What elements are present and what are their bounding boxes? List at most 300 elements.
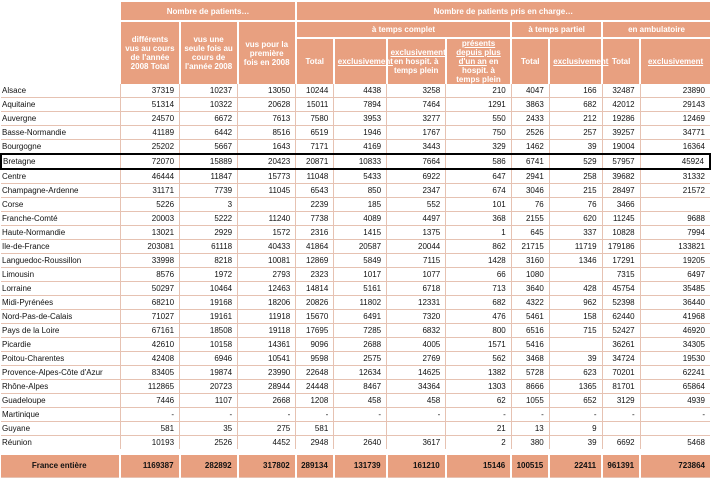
total-cell-tc-presents: 15146	[446, 452, 511, 478]
cell-tc-presents: 862	[446, 240, 511, 254]
cell-tc-presents: 1571	[446, 338, 511, 352]
cell-premiere-fois: 13050	[238, 84, 296, 98]
cell-tc-presents: 210	[446, 84, 511, 98]
cell-tc-excl-hospit: 6832	[387, 324, 446, 338]
cell-region: Aquitaine	[1, 98, 120, 112]
cell-tc-exclusivement: 850	[334, 184, 387, 198]
cell-amb-total: 6692	[602, 436, 640, 453]
cell-seule-fois: 1107	[180, 394, 238, 408]
cell-amb-total: 28497	[602, 184, 640, 198]
cell-tp-total: 1055	[511, 394, 549, 408]
header-col-premiere-fois: vus pour la première fois en 2008	[238, 21, 296, 84]
cell-amb-total: 39257	[602, 126, 640, 140]
cell-tc-exclusivement: 4089	[334, 212, 387, 226]
header-tp-total: Total	[511, 38, 549, 84]
cell-amb-exclusivement: 41968	[640, 310, 710, 324]
cell-premiere-fois: 2793	[238, 268, 296, 282]
cell-seule-fois: 10237	[180, 84, 238, 98]
table-row	[1, 394, 710, 408]
cell-region: Réunion	[1, 436, 120, 453]
cell-tp-total: 1462	[511, 140, 549, 155]
cell-tp-exclusivement: 620	[549, 212, 602, 226]
cell-differents: 112865	[120, 380, 179, 394]
cell-differents: -	[120, 408, 179, 422]
total-cell-tc-total: 289134	[296, 452, 334, 478]
cell-tc-presents: 674	[446, 184, 511, 198]
cell-differents: 41189	[120, 126, 179, 140]
cell-differents: 72070	[120, 154, 179, 169]
cell-tc-exclusivement: 1415	[334, 226, 387, 240]
cell-region: Picardie	[1, 338, 120, 352]
cell-tp-exclusivement: 428	[549, 282, 602, 296]
total-cell-amb-total: 961391	[602, 452, 640, 478]
cell-amb-exclusivement: 36440	[640, 296, 710, 310]
cell-differents: 25202	[120, 140, 179, 155]
cell-tc-excl-hospit: 6718	[387, 282, 446, 296]
table-row	[1, 184, 710, 198]
cell-seule-fois: 15889	[180, 154, 238, 169]
cell-tc-presents: 62	[446, 394, 511, 408]
cell-differents: 31171	[120, 184, 179, 198]
cell-region: Ile-de-France	[1, 240, 120, 254]
cell-amb-exclusivement: 5468	[640, 436, 710, 453]
cell-amb-total: 45754	[602, 282, 640, 296]
cell-premiere-fois: 4452	[238, 436, 296, 453]
cell-amb-exclusivement: 35485	[640, 282, 710, 296]
cell-amb-exclusivement: 31332	[640, 169, 710, 184]
cell-seule-fois: 2929	[180, 226, 238, 240]
cell-amb-total: 32487	[602, 84, 640, 98]
cell-tc-exclusivement: 11802	[334, 296, 387, 310]
cell-tc-presents: 586	[446, 154, 511, 169]
cell-amb-total: 36261	[602, 338, 640, 352]
cell-tc-total: 14814	[296, 282, 334, 296]
cell-differents: 581	[120, 422, 179, 436]
cell-tp-total: 4322	[511, 296, 549, 310]
cell-premiere-fois: 11240	[238, 212, 296, 226]
cell-amb-exclusivement: 34305	[640, 338, 710, 352]
cell-premiere-fois: 2668	[238, 394, 296, 408]
cell-amb-exclusivement: 65864	[640, 380, 710, 394]
cell-differents: 37319	[120, 84, 179, 98]
cell-tc-excl-hospit: 34364	[387, 380, 446, 394]
cell-amb-exclusivement: 4939	[640, 394, 710, 408]
cell-tc-exclusivement: 7285	[334, 324, 387, 338]
cell-amb-total: 39682	[602, 169, 640, 184]
table-row	[1, 366, 710, 380]
cell-premiere-fois: 1572	[238, 226, 296, 240]
cell-seule-fois: 6946	[180, 352, 238, 366]
header-tc-presents: présents depuis plus d'un an en hospit. à temps plein	[446, 38, 511, 84]
cell-tp-exclusivement: 39	[549, 436, 602, 453]
cell-tc-excl-hospit: 552	[387, 198, 446, 212]
cell-seule-fois: 10322	[180, 98, 238, 112]
cell-tp-total: 5461	[511, 310, 549, 324]
cell-region: Guadeloupe	[1, 394, 120, 408]
cell-region: Pays de la Loire	[1, 324, 120, 338]
cell-amb-exclusivement: -	[640, 408, 710, 422]
cell-premiere-fois: 10541	[238, 352, 296, 366]
total-cell-region: France entière	[1, 452, 120, 478]
cell-tp-total: 5728	[511, 366, 549, 380]
cell-tp-total: -	[511, 408, 549, 422]
cell-tc-exclusivement: 10833	[334, 154, 387, 169]
cell-tc-exclusivement: 8467	[334, 380, 387, 394]
cell-tc-exclusivement: 2688	[334, 338, 387, 352]
cell-tc-total: 7738	[296, 212, 334, 226]
cell-tc-total: 1208	[296, 394, 334, 408]
cell-tc-total: 15670	[296, 310, 334, 324]
header-tc-exclusivement: exclusivement	[334, 38, 387, 84]
table-row	[1, 212, 710, 226]
cell-tp-exclusivement: 1346	[549, 254, 602, 268]
cell-tp-total: 3160	[511, 254, 549, 268]
cell-tp-total: 5416	[511, 338, 549, 352]
cell-tc-total: 7580	[296, 112, 334, 126]
cell-tp-exclusivement: 39	[549, 140, 602, 155]
cell-tc-exclusivement: 2575	[334, 352, 387, 366]
header-tp-exclusivement: exclusivement	[549, 38, 602, 84]
table-row	[1, 268, 710, 282]
cell-tc-presents: 476	[446, 310, 511, 324]
cell-amb-total	[602, 422, 640, 436]
table-row	[1, 338, 710, 352]
cell-region: Rhône-Alpes	[1, 380, 120, 394]
cell-tc-exclusivement: 5161	[334, 282, 387, 296]
cell-tc-total: 9598	[296, 352, 334, 366]
cell-amb-exclusivement: 16364	[640, 140, 710, 155]
cell-tc-presents: 1428	[446, 254, 511, 268]
cell-tp-exclusivement: 215	[549, 184, 602, 198]
cell-differents: 20003	[120, 212, 179, 226]
cell-seule-fois: -	[180, 408, 238, 422]
cell-seule-fois: 6672	[180, 112, 238, 126]
cell-differents: 10193	[120, 436, 179, 453]
cell-amb-exclusivement: 6497	[640, 268, 710, 282]
cell-tc-excl-hospit: 12331	[387, 296, 446, 310]
cell-seule-fois: 61118	[180, 240, 238, 254]
cell-tp-exclusivement: 258	[549, 169, 602, 184]
cell-tp-total: 76	[511, 198, 549, 212]
cell-tc-excl-hospit: 3617	[387, 436, 446, 453]
cell-tc-excl-hospit: 2769	[387, 352, 446, 366]
cell-premiere-fois: -	[238, 408, 296, 422]
cell-seule-fois: 19874	[180, 366, 238, 380]
cell-amb-total: 19004	[602, 140, 640, 155]
cell-amb-total: 3466	[602, 198, 640, 212]
cell-tc-exclusivement: 1946	[334, 126, 387, 140]
cell-region: Nord-Pas-de-Calais	[1, 310, 120, 324]
cell-amb-total: 7315	[602, 268, 640, 282]
cell-tc-exclusivement: 4438	[334, 84, 387, 98]
cell-tc-presents: 562	[446, 352, 511, 366]
cell-tp-total: 2941	[511, 169, 549, 184]
total-cell-tp-total: 100515	[511, 452, 549, 478]
cell-tc-excl-hospit: 7664	[387, 154, 446, 169]
cell-tc-presents: 682	[446, 296, 511, 310]
cell-differents: 51314	[120, 98, 179, 112]
cell-tc-excl-hospit: 3277	[387, 112, 446, 126]
cell-tc-excl-hospit: 3258	[387, 84, 446, 98]
cell-tc-total: 20871	[296, 154, 334, 169]
cell-seule-fois: 1972	[180, 268, 238, 282]
cell-tp-total: 2526	[511, 126, 549, 140]
cell-region: Basse-Normandie	[1, 126, 120, 140]
table-row	[1, 84, 710, 98]
cell-tc-presents: 101	[446, 198, 511, 212]
cell-amb-total: 62440	[602, 310, 640, 324]
cell-region: Auvergne	[1, 112, 120, 126]
cell-tc-presents: 647	[446, 169, 511, 184]
cell-tc-exclusivement: -	[334, 408, 387, 422]
cell-tp-exclusivement: 1365	[549, 380, 602, 394]
cell-amb-total: 81701	[602, 380, 640, 394]
cell-tc-exclusivement: 185	[334, 198, 387, 212]
cell-tc-presents: 1303	[446, 380, 511, 394]
cell-tp-total: 1080	[511, 268, 549, 282]
cell-tc-presents: 800	[446, 324, 511, 338]
total-row	[1, 452, 710, 478]
cell-tc-excl-hospit: 4005	[387, 338, 446, 352]
cell-tc-excl-hospit: 7115	[387, 254, 446, 268]
cell-premiere-fois: 19118	[238, 324, 296, 338]
cell-differents: 13021	[120, 226, 179, 240]
cell-tc-excl-hospit: 20044	[387, 240, 446, 254]
total-cell-tc-exclusivement: 131739	[334, 452, 387, 478]
cell-region: Bretagne	[1, 154, 120, 169]
cell-differents: 50297	[120, 282, 179, 296]
cell-seule-fois: 19161	[180, 310, 238, 324]
cell-tc-presents: 2	[446, 436, 511, 453]
cell-seule-fois: 10158	[180, 338, 238, 352]
cell-premiere-fois: 1643	[238, 140, 296, 155]
cell-tp-exclusivement: 166	[549, 84, 602, 98]
cell-tc-exclusivement: 2640	[334, 436, 387, 453]
total-cell-tp-exclusivement: 22411	[549, 452, 602, 478]
cell-region: Guyane	[1, 422, 120, 436]
cell-tc-excl-hospit: 2347	[387, 184, 446, 198]
cell-amb-exclusivement: 34771	[640, 126, 710, 140]
table-row	[1, 126, 710, 140]
cell-amb-total: 19286	[602, 112, 640, 126]
table-row	[1, 169, 710, 184]
table-row	[1, 436, 710, 453]
cell-seule-fois: 18508	[180, 324, 238, 338]
cell-seule-fois: 5222	[180, 212, 238, 226]
cell-tc-total: 17695	[296, 324, 334, 338]
cell-seule-fois: 7739	[180, 184, 238, 198]
total-cell-amb-exclusivement: 723864	[640, 452, 710, 478]
cell-tc-exclusivement: 5433	[334, 169, 387, 184]
cell-premiere-fois: 275	[238, 422, 296, 436]
cell-tp-total: 645	[511, 226, 549, 240]
cell-premiere-fois: 20423	[238, 154, 296, 169]
cell-tc-total: 22648	[296, 366, 334, 380]
table-row	[1, 240, 710, 254]
header-amb-total: Total	[602, 38, 640, 84]
cell-premiere-fois: 18206	[238, 296, 296, 310]
table-row	[1, 154, 710, 169]
table-row	[1, 324, 710, 338]
cell-amb-total: 42012	[602, 98, 640, 112]
cell-amb-exclusivement: 46920	[640, 324, 710, 338]
cell-tp-exclusivement: 39	[549, 352, 602, 366]
header-col-seule-fois: vus une seule fois au cours de l'année 2008	[180, 21, 238, 84]
cell-tp-total: 380	[511, 436, 549, 453]
cell-tp-exclusivement: 623	[549, 366, 602, 380]
cell-tc-total: 2316	[296, 226, 334, 240]
cell-tp-total: 3468	[511, 352, 549, 366]
cell-premiere-fois: 20628	[238, 98, 296, 112]
cell-premiere-fois: 11045	[238, 184, 296, 198]
cell-premiere-fois: 14361	[238, 338, 296, 352]
cell-region: Provence-Alpes-Côte d'Azur	[1, 366, 120, 380]
cell-tc-total: 2948	[296, 436, 334, 453]
cell-tp-exclusivement: 715	[549, 324, 602, 338]
cell-differents: 203081	[120, 240, 179, 254]
cell-tp-total: 3640	[511, 282, 549, 296]
cell-amb-exclusivement: 12469	[640, 112, 710, 126]
cell-tc-excl-hospit: -	[387, 408, 446, 422]
cell-amb-exclusivement	[640, 422, 710, 436]
cell-tc-excl-hospit: 4497	[387, 212, 446, 226]
cell-seule-fois: 35	[180, 422, 238, 436]
cell-tc-excl-hospit: 7464	[387, 98, 446, 112]
cell-tc-total: 10244	[296, 84, 334, 98]
cell-tp-total: 3863	[511, 98, 549, 112]
table-row	[1, 198, 710, 212]
cell-tp-exclusivement	[549, 268, 602, 282]
cell-differents: 42408	[120, 352, 179, 366]
cell-tp-total: 21715	[511, 240, 549, 254]
cell-tc-excl-hospit: 458	[387, 394, 446, 408]
table-row	[1, 98, 710, 112]
cell-tp-exclusivement: 257	[549, 126, 602, 140]
cell-premiere-fois: 8516	[238, 126, 296, 140]
header-tc-excl-hospit: exclusivement en hospit. à temps plein	[387, 38, 446, 84]
cell-region: Centre	[1, 169, 120, 184]
cell-premiere-fois: 28944	[238, 380, 296, 394]
cell-tc-excl-hospit: 1375	[387, 226, 446, 240]
cell-tc-exclusivement: 1017	[334, 268, 387, 282]
cell-tc-presents: 1	[446, 226, 511, 240]
cell-tp-total: 2433	[511, 112, 549, 126]
cell-tc-exclusivement: 12634	[334, 366, 387, 380]
cell-tc-total: 12869	[296, 254, 334, 268]
cell-differents: 83405	[120, 366, 179, 380]
header-group-pris-en-charge: Nombre de patients pris en charge…	[296, 1, 710, 21]
cell-amb-exclusivement: 23890	[640, 84, 710, 98]
total-cell-differents: 1169387	[120, 452, 179, 478]
header-group-temps-complet: à temps complet	[296, 21, 511, 38]
header-tc-total: Total	[296, 38, 334, 84]
cell-region: Alsace	[1, 84, 120, 98]
table-row	[1, 380, 710, 394]
cell-tp-exclusivement: 337	[549, 226, 602, 240]
cell-seule-fois: 19168	[180, 296, 238, 310]
cell-premiere-fois: 15773	[238, 169, 296, 184]
cell-premiere-fois	[238, 198, 296, 212]
cell-amb-exclusivement: 7994	[640, 226, 710, 240]
cell-tc-exclusivement: 20587	[334, 240, 387, 254]
cell-tp-exclusivement: 682	[549, 98, 602, 112]
cell-region: Midi-Pyrénées	[1, 296, 120, 310]
cell-tc-excl-hospit: 14625	[387, 366, 446, 380]
header-amb-exclusivement: exclusivement	[640, 38, 710, 84]
cell-amb-total: 10828	[602, 226, 640, 240]
cell-tc-total: -	[296, 408, 334, 422]
cell-amb-exclusivement	[640, 198, 710, 212]
cell-tp-exclusivement: 962	[549, 296, 602, 310]
cell-premiere-fois: 12463	[238, 282, 296, 296]
cell-tp-total: 6741	[511, 154, 549, 169]
cell-tp-total: 2155	[511, 212, 549, 226]
cell-amb-total: 52398	[602, 296, 640, 310]
cell-seule-fois: 20723	[180, 380, 238, 394]
cell-tc-total: 9096	[296, 338, 334, 352]
cell-tc-total: 7171	[296, 140, 334, 155]
table-row	[1, 310, 710, 324]
cell-amb-exclusivement: 19530	[640, 352, 710, 366]
cell-tc-presents: 750	[446, 126, 511, 140]
cell-tp-exclusivement: 158	[549, 310, 602, 324]
cell-region: Champagne-Ardenne	[1, 184, 120, 198]
cell-premiere-fois: 11918	[238, 310, 296, 324]
cell-region: Haute-Normandie	[1, 226, 120, 240]
cell-tc-excl-hospit: 6922	[387, 169, 446, 184]
cell-tc-exclusivement: 5849	[334, 254, 387, 268]
cell-tc-total: 2239	[296, 198, 334, 212]
cell-tc-total: 6519	[296, 126, 334, 140]
cell-tc-presents: -	[446, 408, 511, 422]
cell-amb-exclusivement: 19205	[640, 254, 710, 268]
cell-differents: 8576	[120, 268, 179, 282]
header-group-patients: Nombre de patients…	[120, 1, 295, 21]
cell-tc-total: 24448	[296, 380, 334, 394]
cell-differents: 71027	[120, 310, 179, 324]
cell-tc-exclusivement: 6491	[334, 310, 387, 324]
cell-differents: 42610	[120, 338, 179, 352]
table-row	[1, 226, 710, 240]
cell-tp-exclusivement: 76	[549, 198, 602, 212]
cell-tc-exclusivement: 4169	[334, 140, 387, 155]
cell-tp-exclusivement: 9	[549, 422, 602, 436]
cell-region: Languedoc-Roussillon	[1, 254, 120, 268]
cell-region: Limousin	[1, 268, 120, 282]
cell-amb-exclusivement: 62241	[640, 366, 710, 380]
cell-tp-exclusivement: 212	[549, 112, 602, 126]
cell-tc-total: 6543	[296, 184, 334, 198]
cell-premiere-fois: 23990	[238, 366, 296, 380]
cell-tp-exclusivement: -	[549, 408, 602, 422]
cell-differents: 5226	[120, 198, 179, 212]
total-cell-premiere-fois: 317802	[238, 452, 296, 478]
cell-amb-total: 3129	[602, 394, 640, 408]
cell-seule-fois: 10464	[180, 282, 238, 296]
table-row	[1, 282, 710, 296]
cell-tc-excl-hospit: 1767	[387, 126, 446, 140]
cell-tc-total: 2323	[296, 268, 334, 282]
cell-tc-presents: 66	[446, 268, 511, 282]
cell-tp-exclusivement: 529	[549, 154, 602, 169]
cell-amb-total: -	[602, 408, 640, 422]
cell-tc-presents: 550	[446, 112, 511, 126]
cell-tc-presents: 21	[446, 422, 511, 436]
cell-seule-fois: 6442	[180, 126, 238, 140]
cell-tc-total: 581	[296, 422, 334, 436]
cell-tc-presents: 713	[446, 282, 511, 296]
cell-amb-total: 57957	[602, 154, 640, 169]
